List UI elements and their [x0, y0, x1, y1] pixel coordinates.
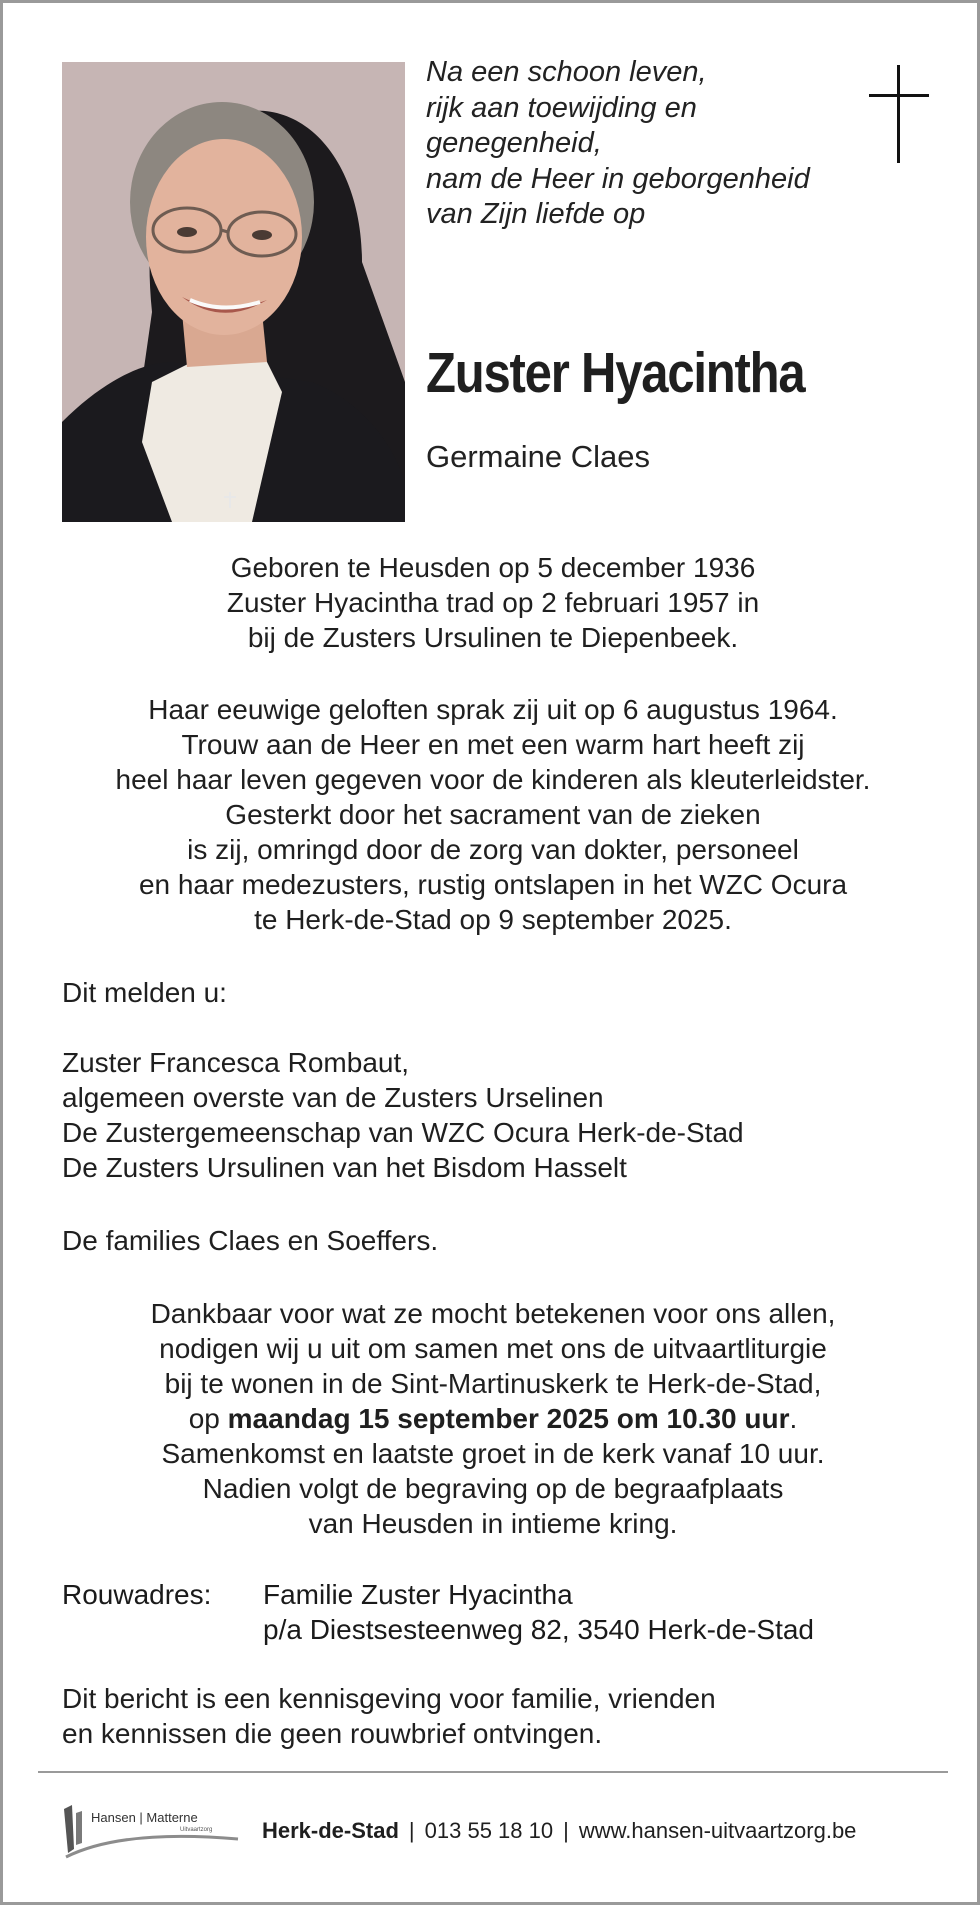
address-line: p/a Diestsesteenweg 82, 3540 Herk-de-Stad — [263, 1614, 814, 1645]
service-suffix: . — [789, 1403, 798, 1434]
bio-paragraph-2 — [3, 692, 980, 937]
announcers-list — [62, 1045, 942, 1185]
announcer-line: Zuster Francesca Rombaut, — [62, 1047, 410, 1078]
bio-line: Trouw aan de Heer en met een warm hart heeft zij — [181, 729, 805, 760]
footer-website[interactable]: www.hansen-uitvaartzorg.be — [578, 1818, 857, 1843]
bio-line: is zij, omringd door de zorg van dokter, personeel — [187, 834, 799, 865]
portrait-image — [62, 62, 405, 522]
footer-separator: | — [563, 1818, 569, 1843]
footer-phone[interactable]: 013 55 18 10 — [424, 1818, 554, 1843]
service-line: bij te wonen in de Sint-Martinuskerk te Herk-de-Stad, — [164, 1368, 822, 1399]
footer-separator: | — [408, 1818, 415, 1843]
notice-line: Dit bericht is een kennisgeving voor familie, vrienden — [62, 1683, 716, 1714]
service-line: van Heusden in intieme kring. — [308, 1508, 678, 1539]
bio-line: bij de Zusters Ursulinen te Diepenbeek. — [247, 622, 739, 653]
intro-line: nam de Heer in geborgenheid — [426, 162, 810, 195]
notice-paragraph — [62, 1681, 942, 1751]
announcer-line: De Zusters Ursulinen van het Bisdom Hasselt — [62, 1152, 627, 1183]
deceased-name: Zuster Hyacintha — [426, 341, 805, 405]
bio-line: Haar eeuwige geloften sprak zij uit op 6 augustus 1964. — [148, 694, 838, 725]
intro-verse — [426, 55, 866, 233]
intro-line: van Zijn liefde op — [426, 198, 646, 230]
portrait-photo — [62, 62, 405, 522]
birth-name: Germaine Claes — [426, 439, 650, 474]
service-line: nodigen wij u uit om samen met ons de uitvaartliturgie — [159, 1333, 827, 1364]
service-line: Nadien volgt de begraving op de begraafplaats — [202, 1473, 784, 1504]
service-datetime: maandag 15 september 2025 om 10.30 uur — [227, 1403, 790, 1434]
cross-icon — [869, 65, 929, 163]
footer — [62, 1799, 942, 1863]
funeral-home-logo — [62, 1799, 242, 1863]
intro-line: rijk aan toewijding en — [426, 91, 697, 124]
service-line: Dankbaar voor wat ze mocht betekenen voor ons allen, — [150, 1298, 836, 1329]
address-lines — [263, 1577, 814, 1647]
address-label: Rouwadres: — [62, 1579, 212, 1610]
announcer-line: algemeen overste van de Zusters Urselinen — [62, 1082, 604, 1113]
address-line: Familie Zuster Hyacintha — [263, 1579, 573, 1610]
bio-paragraph-1 — [3, 550, 980, 655]
footer-contact — [262, 1817, 856, 1845]
service-line: Samenkomst en laatste groet in de kerk vanaf 10 uur. — [161, 1438, 825, 1469]
service-prefix: op — [188, 1403, 228, 1434]
notice-line: en kennissen die geen rouwbrief ontvingen. — [62, 1718, 603, 1749]
bio-line: Gesterkt door het sacrament van de zieken — [225, 799, 761, 830]
logo-mark-icon — [62, 1799, 242, 1863]
bio-line: en haar medezusters, rustig ontslapen in het WZC Ocura — [138, 869, 848, 900]
bio-line: te Herk-de-Stad op 9 september 2025. — [254, 904, 732, 935]
intro-line: genegenheid, — [426, 127, 602, 159]
bio-line: Geboren te Heusden op 5 december 1936 — [230, 552, 756, 583]
footer-divider — [38, 1771, 948, 1773]
bio-line: heel haar leven gegeven voor de kinderen als kleuterleidster. — [115, 764, 871, 795]
intro-line: Na een schoon leven, — [426, 56, 707, 88]
announcer-line: De Zustergemeenschap van WZC Ocura Herk-de-Stad — [62, 1117, 744, 1148]
announcers-heading: Dit melden u: — [62, 977, 227, 1008]
bio-line: Zuster Hyacintha trad op 2 februari 1957 in — [226, 587, 760, 618]
service-datetime-line — [3, 1401, 980, 1436]
logo-name: Hansen | Matterne — [91, 1810, 198, 1825]
footer-town: Herk-de-Stad — [262, 1818, 399, 1843]
service-paragraph — [3, 1296, 980, 1541]
logo-subtitle: Uitvaartzorg — [180, 1827, 213, 1833]
families-line: De families Claes en Soeffers. — [62, 1225, 439, 1256]
